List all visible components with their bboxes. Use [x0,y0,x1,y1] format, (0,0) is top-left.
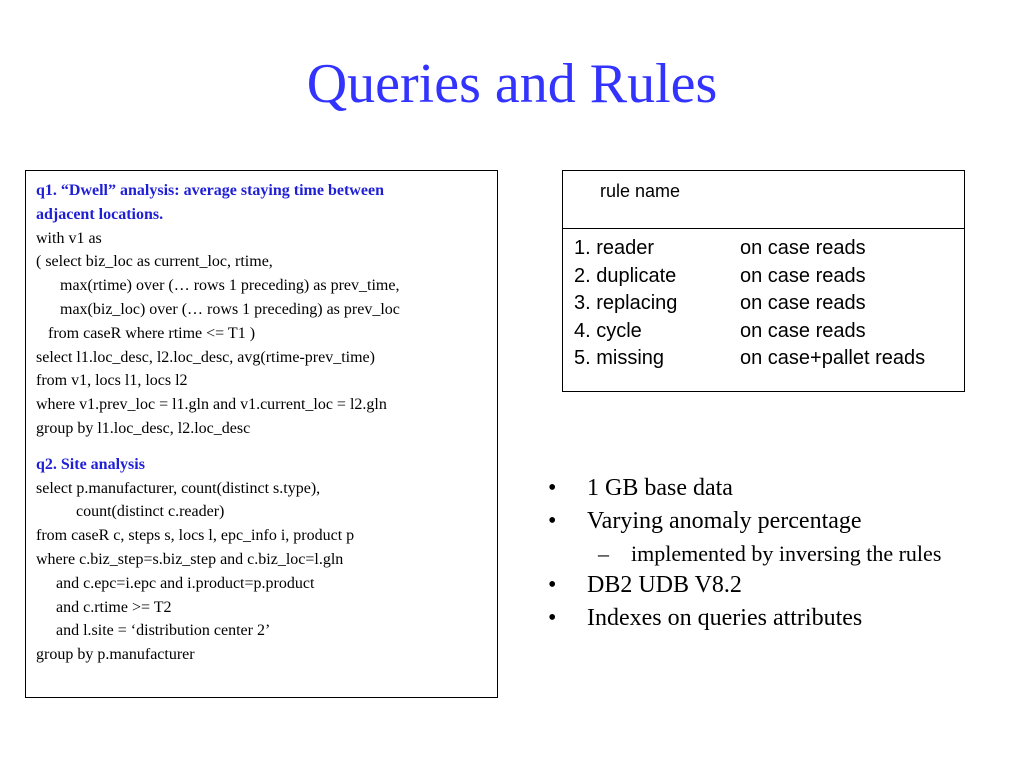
bullet-text: Indexes on queries attributes [587,605,863,631]
rule-name: 3. replacing [574,292,678,314]
bullet-text: Varying anomaly percentage [587,508,862,534]
q1-heading-line-2: adjacent locations. [36,205,164,223]
sub-bullet-text: implemented by inversing the rules [631,541,942,566]
bullet-item [548,602,1018,635]
q2-sql-line: select p.manufacturer, count(distinct s.type), [36,479,321,497]
bullet-icon: • [548,475,557,501]
q2-sql-line: count(distinct c.reader) [36,503,225,521]
rule-desc: on case reads [740,264,866,287]
rule-row [574,318,964,346]
bullet-item [548,569,1018,602]
q1-sql-line: max(biz_loc) over (… rows 1 preceding) as prev_loc [36,300,400,318]
rule-name: 2. duplicate [574,264,677,287]
rule-table [562,170,965,392]
sub-bullet-item [548,538,1018,569]
dash-icon: – [598,541,609,566]
bullet-item [548,472,1018,505]
bullet-list [548,472,1018,635]
rule-row [574,235,964,263]
q2-sql-line: and c.epc=i.epc and i.product=p.product [36,574,315,592]
rule-name: 4. cycle [574,319,642,342]
rule-desc: on case reads [740,319,866,342]
q1-sql-line: group by l1.loc_desc, l2.loc_desc [36,419,251,437]
bullet-text: 1 GB base data [587,475,733,501]
bullet-icon: • [548,572,557,598]
bullet-item [548,505,1018,538]
rule-row [574,263,964,291]
rule-row [574,345,964,373]
q1-sql-line: max(rtime) over (… rows 1 preceding) as prev_time, [36,277,400,295]
rule-row [574,290,964,318]
bullet-text: DB2 UDB V8.2 [587,572,742,598]
slide-title: Queries and Rules [306,53,718,115]
q1-sql-line: where v1.prev_loc = l1.gln and v1.current_loc = l2.gln [36,396,387,414]
rule-table-header: rule name [563,171,964,229]
q2-sql-line: and l.site = ‘distribution center 2’ [36,622,271,640]
q1-sql-line: from v1, locs l1, locs l2 [36,372,188,390]
q1-sql-line: with v1 as [36,229,102,247]
query-gap [36,441,497,453]
q1-sql-line: ( select biz_loc as current_loc, rtime, [36,253,273,271]
q2-sql-line: from caseR c, steps s, locs l, epc_info i, product p [36,527,355,545]
bullet-icon: • [548,508,557,534]
bullet-icon: • [548,605,557,631]
q1-heading-line-1: q1. “Dwell” analysis: average staying time between [36,182,384,199]
q1-sql-line: from caseR where rtime <= T1 ) [36,324,256,342]
query-box [25,170,498,698]
rule-desc: on case reads [740,237,866,259]
rule-name: 5. missing [574,347,665,369]
q1-sql-line: select l1.loc_desc, l2.loc_desc, avg(rtime-prev_time) [36,348,375,366]
rule-name: 1. reader [574,237,655,259]
rule-desc: on case+pallet reads [740,347,926,369]
rule-table-body [563,229,964,373]
q2-sql-line: group by p.manufacturer [36,646,195,664]
rule-desc: on case reads [740,292,866,314]
q2-heading: q2. Site analysis [36,455,145,473]
q2-sql-line: and c.rtime >= T2 [36,598,172,616]
q2-sql-line: where c.biz_step=s.biz_step and c.biz_loc=l.gln [36,550,344,568]
